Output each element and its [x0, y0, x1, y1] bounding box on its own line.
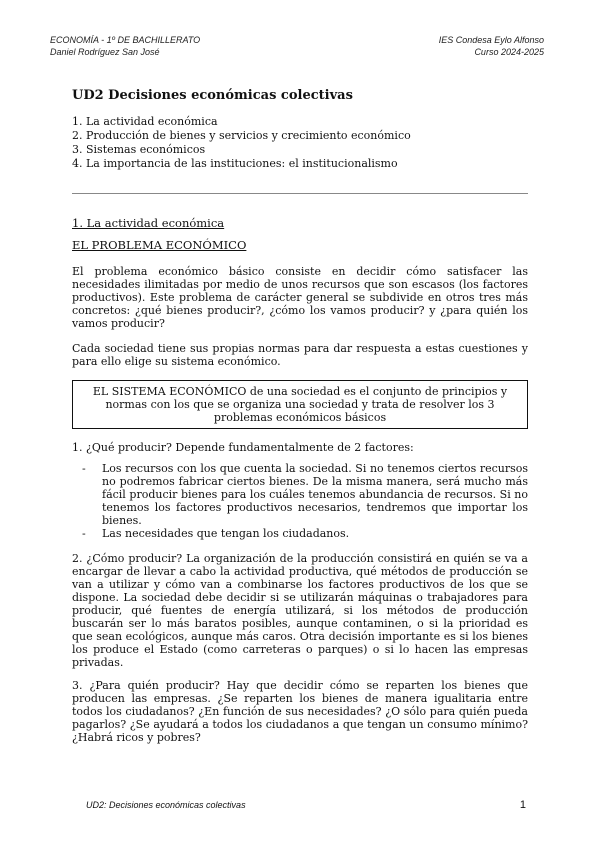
- definition-text: EL SISTEMA ECONÓMICO de una sociedad es el conjunto de principios y normas con los que se organiza una sociedad y trata de resolver los 3 problemas económicos básicos: [92, 385, 508, 424]
- footer-title: UD2: Decisiones económicas colectivas: [86, 800, 246, 810]
- definition-box: [72, 380, 528, 429]
- header-year: Curso 2024-2025: [474, 47, 544, 57]
- list-item: - Las necesidades que tengan los ciudadanos.: [82, 527, 350, 540]
- header-course: ECONOMÍA - 1º DE BACHILLERATO: [50, 35, 201, 45]
- document-title: UD2 Decisiones económicas colectivas: [72, 88, 353, 103]
- page-number: 1: [519, 799, 526, 811]
- paragraph-problem: El problema económico básico consiste en decidir cómo satisfacer las necesidades ilimitadas por medio de unos recursos que son escasos (los factores productivos). Este problema de carácter general se subdivide en otros tres más concretos: ¿qué bienes producir?, ¿cómo los vamos producir? y ¿para quién los vamos producir?: [72, 265, 528, 330]
- document-body: [72, 88, 528, 744]
- header-author: Daniel Rodríguez San José: [50, 47, 160, 57]
- header-school: IES Condesa Eylo Alfonso: [438, 35, 544, 45]
- table-of-contents: [72, 115, 528, 171]
- factors-list: [72, 462, 528, 540]
- header-left: [50, 34, 200, 58]
- toc-item: 1. La actividad económica: [72, 115, 218, 128]
- subsection-heading: EL PROBLEMA ECONÓMICO: [72, 238, 247, 252]
- section-heading: 1. La actividad económica: [72, 216, 225, 230]
- list-item: - Los recursos con los que cuenta la sociedad. Si no tenemos ciertos recursos no podremos fabricar ciertos bienes. De la misma manera, será mucho más fácil producir bienes para los cuáles tenemos abundancia de recursos. Si no tenemos los factores productivos necesarios, tendremos que importar los bienes.: [82, 462, 528, 527]
- toc-item: 4. La importancia de las instituciones: el institucionalismo: [72, 157, 398, 170]
- list-item-text: Las necesidades que tengan los ciudadanos.: [102, 527, 350, 540]
- paragraph-system: Cada sociedad tiene sus propias normas para dar respuesta a estas cuestiones y para ello elige su sistema económico.: [72, 342, 528, 368]
- question-3: 3. ¿Para quién producir? Hay que decidir cómo se reparten los bienes que producen las empresas. ¿Se reparten los bienes de manera igualitaria entre todos los ciudadanos? ¿En función de sus necesidades? ¿O sólo para quién pueda pagarlos? ¿Se ayudará a todos los ciudadanos a que tengan un consumo mínimo? ¿Habrá ricos y pobres?: [72, 679, 528, 744]
- section-divider: [72, 193, 528, 194]
- header-right: [439, 34, 544, 58]
- toc-item: 2. Producción de bienes y servicios y crecimiento económico: [72, 129, 411, 142]
- toc-item: 3. Sistemas económicos: [72, 143, 206, 156]
- question-1-intro: 1. ¿Qué producir? Depende fundamentalmente de 2 factores:: [72, 441, 414, 454]
- list-item-text: Los recursos con los que cuenta la sociedad. Si no tenemos ciertos recursos no podremos fabricar ciertos bienes. De la misma manera, será mucho más fácil producir bienes para los cuáles tenemos abundancia de recursos. Si no tenemos los factores productivos necesarios, tendremos que importar los bienes.: [102, 462, 528, 527]
- question-2: 2. ¿Cómo producir? La organización de la producción consistirá en quién se va a encargar de llevar a cabo la actividad productiva, qué métodos de producción se van a utilizar y cómo van a combinarse los factores productivos de los que se dispone. La sociedad debe decidir si se utilizarán máquinas o trabajadores para producir, qué fuentes de energía utilizará, si los métodos de producción buscarán ser lo más baratos posibles, aunque contaminen, o si la prioridad es que sean ecológicos, aunque más caros. Otra decisión importante es si los bienes los produce el Estado (como carreteras o parques) o si lo hacen las empresas privadas.: [72, 552, 528, 669]
